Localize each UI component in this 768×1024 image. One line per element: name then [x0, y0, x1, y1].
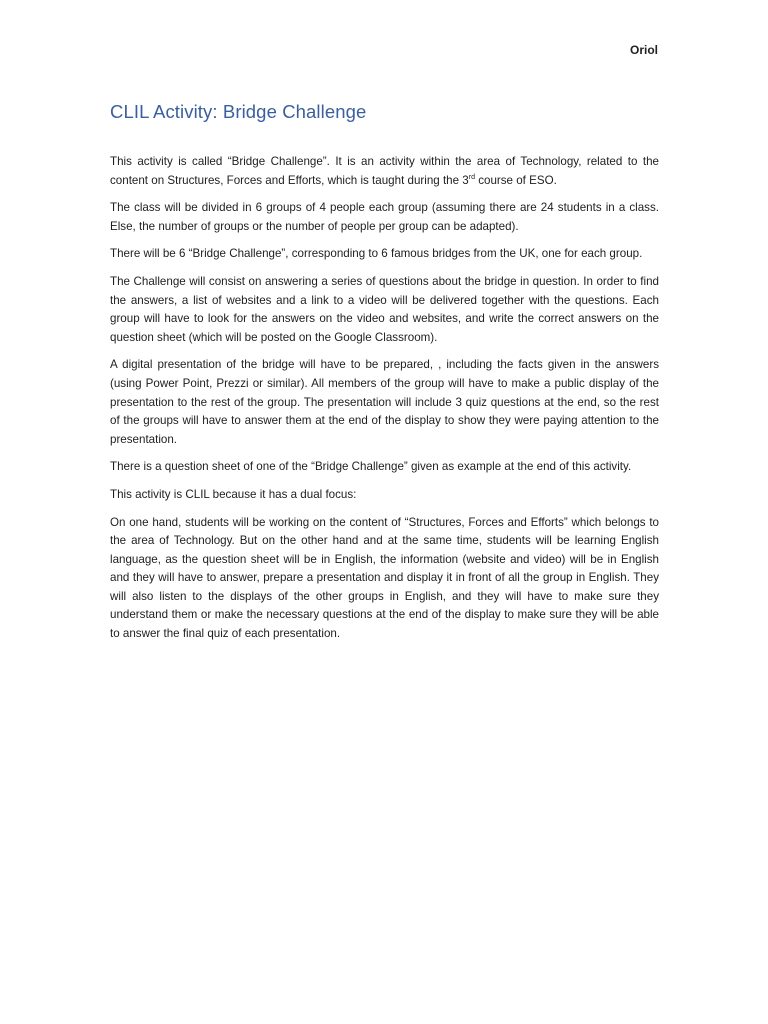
ordinal-superscript: rd: [468, 173, 475, 181]
paragraph-dual-focus: On one hand, students will be working on the content of “Structures, Forces and Efforts” which belongs to the area of Technology. But on the other hand and at the same time, students will be learning English language, as the question sheet will be in English, the information (website and video) will be in English and they will have to answer, prepare a presentation and display it in front of all the group in English. They will also listen to the displays of the other groups in English, and they will have to make sure they understand them or make the necessary questions at the end of the display to make sure they will be able to answer the final quiz of each presentation.: [110, 515, 659, 641]
paragraph-question-sheet: There is a question sheet of one of the “Bridge Challenge” given as example at the end of this activity.: [110, 460, 632, 474]
paragraph-intro-text: This activity is called “Bridge Challenge”. It is an activity within the area of Technology, related to the content on Structures, Forces and Efforts, which is taught during the 3: [110, 155, 659, 187]
paragraph-clil-focus: This activity is CLIL because it has a dual focus:: [110, 487, 357, 501]
paragraph-groups: The class will be divided in 6 groups of 4 people each group (assuming there are 24 students in a class. Else, the number of groups or the number of people per group can be adapted).: [110, 201, 659, 233]
paragraph-intro-end: course of ESO.: [474, 173, 557, 187]
paragraph-intro: [110, 153, 659, 190]
document-body: [110, 153, 659, 653]
paragraph-bridges: There will be 6 “Bridge Challenge”, corresponding to 6 famous bridges from the UK, one for each group.: [110, 247, 643, 261]
paragraph-challenge: The Challenge will consist on answering a series of questions about the bridge in question. In order to find the answers, a list of websites and a link to a video will be delivered together with the questions. Each group will have to look for the answers on the video and websites, and write the correct answers on the question sheet (which will be posted on the Google Classroom).: [110, 274, 659, 344]
document-title: CLIL Activity: Bridge Challenge: [110, 101, 367, 122]
header-author: Oriol: [629, 43, 658, 57]
paragraph-presentation: A digital presentation of the bridge will have to be prepared, , including the facts given in the answers (using Power Point, Prezzi or similar). All members of the group will have to make a public display of the presentation to the rest of the group. The presentation will include 3 quiz questions at the end, so the rest of the groups will have to answer them at the end of the display to show they were paying attention to the presentation.: [110, 358, 659, 446]
